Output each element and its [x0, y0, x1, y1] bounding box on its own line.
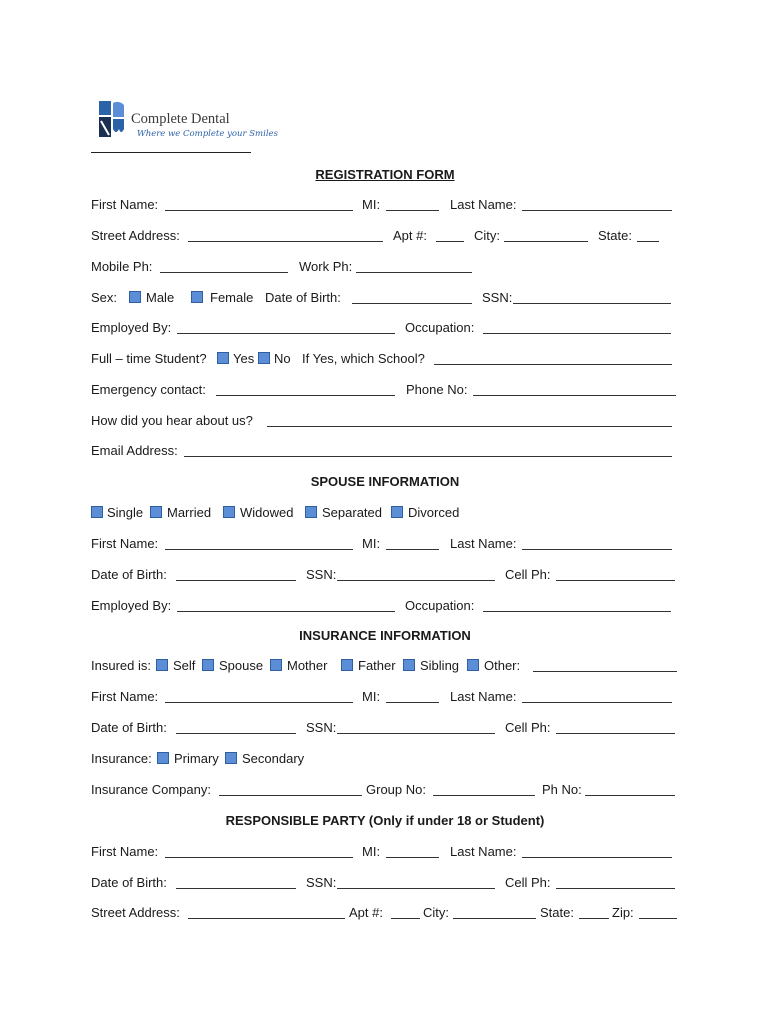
spouse-employed-label: Employed By:	[91, 598, 172, 613]
primary-label: Primary	[174, 751, 219, 766]
other-checkbox[interactable]	[467, 659, 479, 671]
spouse-occupation-label: Occupation:	[405, 598, 475, 613]
spouse-last-name-field[interactable]	[522, 549, 672, 550]
widowed-checkbox[interactable]	[223, 506, 235, 518]
single-checkbox[interactable]	[91, 506, 103, 518]
insurance-ph-field[interactable]	[585, 795, 675, 796]
spouse-cell-label: Cell Ph:	[505, 567, 551, 582]
responsible-mi-label: MI:	[362, 844, 381, 859]
insured-ssn-field[interactable]	[337, 733, 495, 734]
spouse-heading: SPOUSE INFORMATION	[310, 474, 460, 489]
insured-dob-label: Date of Birth:	[91, 720, 167, 735]
dob-label: Date of Birth:	[265, 290, 341, 305]
school-field[interactable]	[434, 364, 672, 365]
insured-dob-field[interactable]	[176, 733, 296, 734]
insured-mi-label: MI:	[362, 689, 381, 704]
hear-about-label: How did you hear about us?	[91, 413, 253, 428]
father-label: Father	[358, 658, 396, 673]
insurance-ph-label: Ph No:	[542, 782, 582, 797]
self-label: Self	[173, 658, 196, 673]
male-checkbox[interactable]	[129, 291, 141, 303]
female-label: Female	[210, 290, 254, 305]
other-field[interactable]	[533, 671, 677, 672]
mi-field[interactable]	[386, 210, 439, 211]
insured-last-name-label: Last Name:	[450, 689, 517, 704]
responsible-cell-field[interactable]	[556, 888, 675, 889]
work-phone-label: Work Ph:	[299, 259, 353, 274]
female-checkbox[interactable]	[191, 291, 203, 303]
insurance-company-label: Insurance Company:	[91, 782, 211, 797]
spouse-checkbox[interactable]	[202, 659, 214, 671]
last-name-label: Last Name:	[450, 197, 517, 212]
divorced-checkbox[interactable]	[391, 506, 403, 518]
employed-by-field[interactable]	[177, 333, 395, 334]
spouse-mi-label: MI:	[362, 536, 381, 551]
student-yes-checkbox[interactable]	[217, 352, 229, 364]
ssn-field[interactable]	[513, 303, 671, 304]
responsible-last-name-label: Last Name:	[450, 844, 517, 859]
spouse-first-name-label: First Name:	[91, 536, 159, 551]
student-yes-label: Yes	[233, 351, 255, 366]
married-checkbox[interactable]	[150, 506, 162, 518]
separated-checkbox[interactable]	[305, 506, 317, 518]
phone-no-field[interactable]	[473, 395, 676, 396]
logo-name: Complete Dental	[131, 111, 230, 127]
insurance-label: Insurance:	[91, 751, 152, 766]
occupation-label: Occupation:	[405, 320, 475, 335]
street-address-field[interactable]	[188, 241, 383, 242]
work-phone-field[interactable]	[356, 272, 472, 273]
responsible-zip-field[interactable]	[639, 918, 677, 919]
spouse-cell-field[interactable]	[556, 580, 675, 581]
responsible-city-field[interactable]	[453, 918, 536, 919]
divorced-label: Divorced	[408, 505, 460, 520]
responsible-first-name-field[interactable]	[165, 857, 353, 858]
street-address-label: Street Address:	[91, 228, 180, 243]
mobile-field[interactable]	[160, 272, 288, 273]
father-checkbox[interactable]	[341, 659, 353, 671]
logo-tagline: Where we Complete your Smiles	[137, 129, 278, 139]
last-name-field[interactable]	[522, 210, 672, 211]
first-name-field[interactable]	[165, 210, 353, 211]
spouse-employed-field[interactable]	[177, 611, 395, 612]
group-no-label: Group No:	[366, 782, 426, 797]
spouse-ssn-label: SSN:	[306, 567, 337, 582]
single-label: Single	[107, 505, 144, 520]
married-label: Married	[167, 505, 212, 520]
occupation-field[interactable]	[483, 333, 671, 334]
insured-last-name-field[interactable]	[522, 702, 672, 703]
insurance-company-field[interactable]	[219, 795, 362, 796]
spouse-occupation-field[interactable]	[483, 611, 671, 612]
responsible-state-label: State:	[540, 905, 574, 920]
sex-label: Sex:	[91, 290, 118, 305]
mother-label: Mother	[287, 658, 328, 673]
logo-divider	[91, 152, 251, 153]
form-title: REGISTRATION FORM	[315, 167, 455, 182]
school-label: If Yes, which School?	[302, 351, 425, 366]
email-field[interactable]	[184, 456, 672, 457]
responsible-ssn-label: SSN:	[306, 875, 337, 890]
state-field[interactable]	[637, 241, 659, 242]
primary-checkbox[interactable]	[157, 752, 169, 764]
mother-checkbox[interactable]	[270, 659, 282, 671]
mobile-label: Mobile Ph:	[91, 259, 153, 274]
spouse-dob-field[interactable]	[176, 580, 296, 581]
separated-label: Separated	[322, 505, 382, 520]
responsible-ssn-field[interactable]	[337, 888, 495, 889]
insured-first-name-label: First Name:	[91, 689, 159, 704]
company-logo	[97, 99, 278, 145]
insurance-heading: INSURANCE INFORMATION	[299, 628, 471, 643]
student-no-label: No	[274, 351, 291, 366]
insured-mi-field[interactable]	[386, 702, 439, 703]
first-name-label: First Name:	[91, 197, 159, 212]
responsible-dob-label: Date of Birth:	[91, 875, 167, 890]
responsible-last-name-field[interactable]	[522, 857, 672, 858]
apt-label: Apt #:	[393, 228, 427, 243]
responsible-state-field[interactable]	[579, 918, 609, 919]
responsible-dob-field[interactable]	[176, 888, 296, 889]
responsible-zip-label: Zip:	[612, 905, 634, 920]
state-label: State:	[598, 228, 632, 243]
city-field[interactable]	[504, 241, 588, 242]
responsible-street-field[interactable]	[188, 918, 345, 919]
secondary-checkbox[interactable]	[225, 752, 237, 764]
apt-field[interactable]	[436, 241, 464, 242]
responsible-mi-field[interactable]	[386, 857, 439, 858]
male-label: Male	[146, 290, 175, 305]
sibling-label: Sibling	[420, 658, 460, 673]
insured-cell-label: Cell Ph:	[505, 720, 551, 735]
insured-is-label: Insured is:	[91, 658, 151, 673]
responsible-cell-label: Cell Ph:	[505, 875, 551, 890]
responsible-city-label: City:	[423, 905, 449, 920]
emergency-contact-label: Emergency contact:	[91, 382, 206, 397]
responsible-apt-label: Apt #:	[349, 905, 383, 920]
ssn-label: SSN:	[482, 290, 513, 305]
spouse-dob-label: Date of Birth:	[91, 567, 167, 582]
spouse-first-name-field[interactable]	[165, 549, 353, 550]
responsible-apt-field[interactable]	[391, 918, 420, 919]
insured-ssn-label: SSN:	[306, 720, 337, 735]
sibling-checkbox[interactable]	[403, 659, 415, 671]
student-label: Full – time Student?	[91, 351, 207, 366]
dob-field[interactable]	[352, 303, 472, 304]
responsible-first-name-label: First Name:	[91, 844, 159, 859]
phone-no-label: Phone No:	[406, 382, 468, 397]
responsible-heading: RESPONSIBLE PARTY (Only if under 18 or Student)	[225, 813, 545, 828]
insured-cell-field[interactable]	[556, 733, 675, 734]
spouse-mi-field[interactable]	[386, 549, 439, 550]
employed-by-label: Employed By:	[91, 320, 172, 335]
other-label: Other:	[484, 658, 521, 673]
spouse-ssn-field[interactable]	[337, 580, 495, 581]
mi-label: MI:	[362, 197, 381, 212]
self-checkbox[interactable]	[156, 659, 168, 671]
hear-about-field[interactable]	[267, 426, 672, 427]
email-label: Email Address:	[91, 443, 178, 458]
widowed-label: Widowed	[240, 505, 294, 520]
spouse-label: Spouse	[219, 658, 264, 673]
responsible-street-label: Street Address:	[91, 905, 180, 920]
city-label: City:	[474, 228, 500, 243]
secondary-label: Secondary	[242, 751, 305, 766]
student-no-checkbox[interactable]	[258, 352, 270, 364]
tooth-logo-icon	[97, 99, 127, 139]
group-no-field[interactable]	[433, 795, 535, 796]
emergency-contact-field[interactable]	[216, 395, 395, 396]
insured-first-name-field[interactable]	[165, 702, 353, 703]
spouse-last-name-label: Last Name:	[450, 536, 517, 551]
